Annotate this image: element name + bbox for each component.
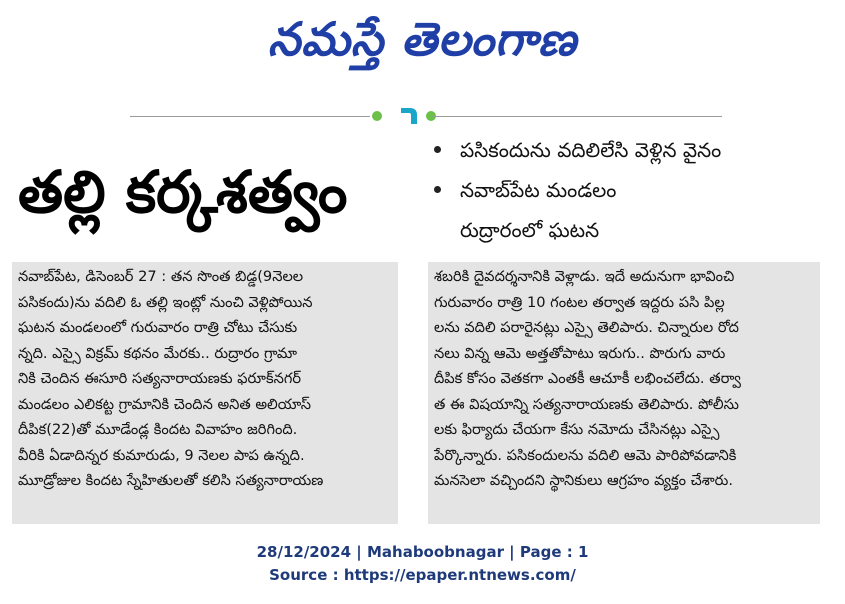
masthead-logo: నమస్తే తెలంగాణ xyxy=(267,12,578,66)
article-line: పేర్కొన్నారు. పసికందులను వదిలి ఆమె పారిపోవడానికి xyxy=(434,446,737,464)
article-line: లను వదిలి పరారైనట్లు ఎస్సై తెలిపారు. చిన్నారుల రోద xyxy=(434,319,739,336)
article-line: దీపిక(22)తో మూడేండ్ల కిందట వివాహం జరిగింది. xyxy=(18,421,298,438)
article-line: మండలం ఎలికట్ట గ్రామానికి చెందిన అనిత అలియాస్ xyxy=(18,395,311,413)
article-line: లకు ఫిర్యాదు చేయగా కేసు నమోదు చేసినట్లు ఎస్సై xyxy=(434,421,720,438)
divider-left xyxy=(130,116,370,117)
emblem-icon xyxy=(398,104,420,126)
article-column-right xyxy=(428,262,820,524)
article-line: న్నది. ఎస్సై విక్రమ్ కథనం మేరకు.. రుద్రారం గ్రామా xyxy=(18,344,298,362)
headline: తల్లి కర్కశత్వం xyxy=(18,158,348,226)
article-line: మూడ్రోజుల కిందట స్నేహితులతో కలిసి సత్యనారాయణ xyxy=(18,472,324,489)
article-line: మనసెలా వచ్చిందని స్థానికులు ఆగ్రహం వ్యక్తం చేశారు. xyxy=(434,472,733,489)
article-line: దీపిక కోసం వెతకగా ఎంతకీ ఆచూకీ లభించలేదు. తర్వా xyxy=(434,370,741,387)
article-column-left xyxy=(12,262,398,524)
green-dot-icon xyxy=(372,111,382,121)
article-line: త ఈ విషయాన్ని సత్యనారాయణకు తెలిపారు. పోలీసు xyxy=(434,395,739,413)
subheadings xyxy=(430,130,830,250)
subheading-bullet xyxy=(430,170,830,250)
article-line: నికి చెందిన ఈసూరి సత్యనారాయణకు ఫరూక్‌నగర్ xyxy=(18,370,302,387)
bullet-icon xyxy=(434,186,441,193)
footer-date-edition: 28/12/2024 | Mahaboobnagar | Page : 1 xyxy=(256,543,589,561)
divider-right xyxy=(432,116,722,117)
footer-source: Source : https://epaper.ntnews.com/ xyxy=(269,566,576,584)
article-line: శబరికి దైవదర్శనానికి వెళ్లాడు. ఇదే అదునుగా భావించి xyxy=(434,268,735,285)
subheading-bullet xyxy=(430,130,830,170)
subheading-text: పసికందును వదిలిలేసి వెళ్లిన వైనం xyxy=(460,138,722,162)
article-line: నలు విన్న ఆమె అత్తతోపాటు ఇరుగు.. పొరుగు వారు xyxy=(434,344,726,362)
bullet-icon xyxy=(434,146,441,153)
article-line: వీరికి ఏడాదిన్నర కుమారుడు, 9 నెలల పాప ఉన్నది. xyxy=(18,446,305,464)
article-line: నవాబ్‌పేట, డిసెంబర్ 27 : తన సొంత బిడ్డ(9నెలల xyxy=(18,268,304,285)
subheading-text: నవాబ్‌పేట మండలం xyxy=(460,178,617,202)
article-line: పసికందు)ను వదిలి ఓ తల్లి ఇంట్లో నుంచి వెళ్లిపోయిన xyxy=(18,293,313,311)
subheading-text-continued: రుద్రారంలో ఘటన xyxy=(460,218,600,242)
article-line: గురువారం రాత్రి 10 గంటల తర్వాత ఇద్దరు పసి పిల్ల xyxy=(434,293,725,311)
article-line: ఘటన మండలంలో గురువారం రాత్రి చోటు చేసుకు xyxy=(18,319,298,336)
